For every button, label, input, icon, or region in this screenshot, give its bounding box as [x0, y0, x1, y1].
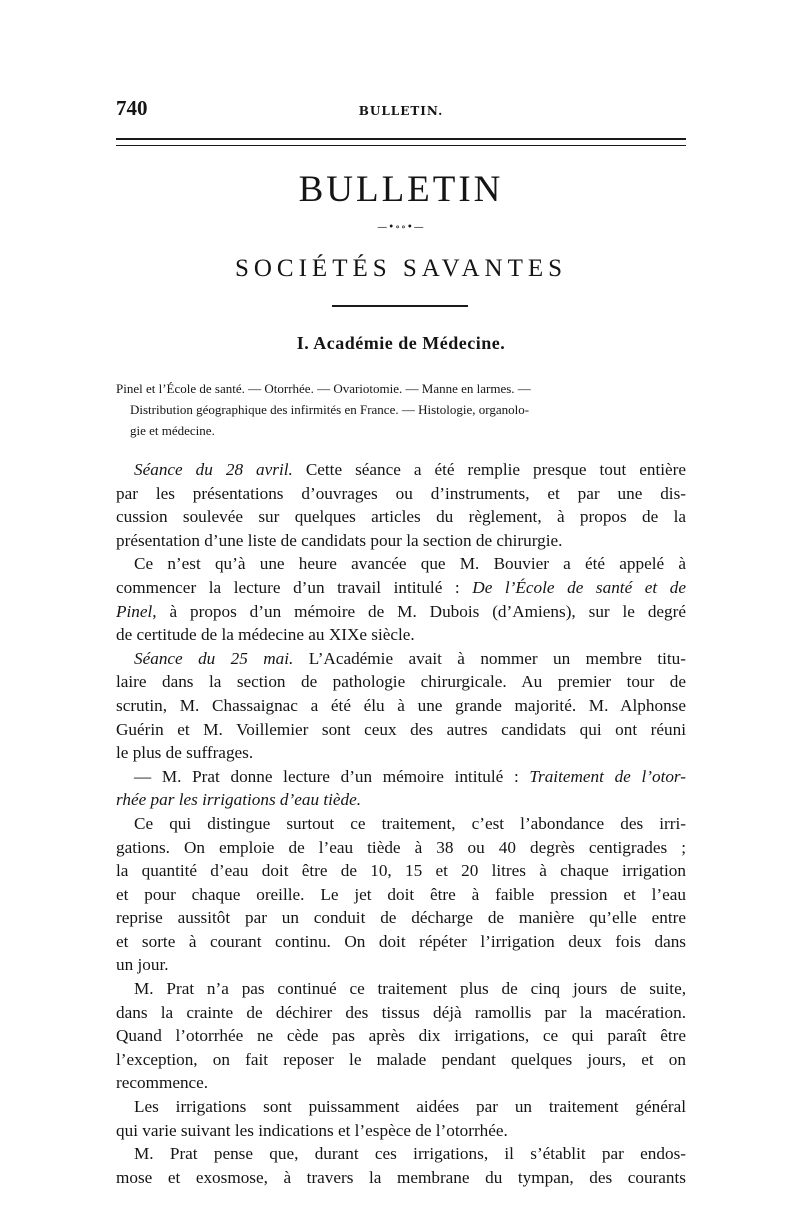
- summary: [116, 378, 686, 441]
- text-line: par les présentations d’ouvrages ou d’instruments, et par une dis-: [116, 483, 686, 503]
- text-line: dans la crainte de déchirer des tissus déjà ramollis par la macération.: [116, 1002, 686, 1022]
- section-rule: [332, 305, 468, 307]
- session-date: Séance du 25 mai.: [134, 648, 294, 668]
- text-line: Séance du 25 mai. L’Académie avait à nommer un membre titu-: [134, 648, 686, 668]
- summary-line: gie et médecine.: [130, 423, 215, 438]
- work-title: De l’École de santé et de: [472, 577, 686, 597]
- work-title: Traitement de l’otor-: [529, 766, 687, 786]
- text-line: reprise aussitôt par un conduit de décharge de manière qu’elle entre: [116, 908, 686, 928]
- text-line: M. Prat pense que, durant ces irrigations, il s’établit par endos-: [134, 1144, 686, 1164]
- text-line: [116, 788, 686, 812]
- section-heading: I. Académie de Médecine.: [296, 333, 506, 353]
- running-head: BULLETIN.: [358, 104, 444, 118]
- text-line: commencer la lecture d’un travail intitulé : De l’École de santé et de: [116, 577, 686, 597]
- text-line: le plus de suffrages.: [116, 743, 254, 763]
- text-line: mose et exosmose, à travers la membrane du tympan, des courants: [116, 1167, 686, 1187]
- text-line: la quantité d’eau doit être de 10, 15 et 20 litres à chaque irrigation: [116, 861, 686, 881]
- page-header: [116, 92, 686, 132]
- subtitle: SOCIÉTÉS SAVANTES: [234, 255, 568, 282]
- summary-line: Pinel et l’École de santé. — Otorrhée. — Ovariotomie. — Manne en larmes. —: [116, 381, 531, 396]
- ornament-divider: —•∘∘•—: [377, 222, 425, 233]
- text-line: Ce n’est qu’à une heure avancée que M. Bouvier a été appelé à: [134, 554, 686, 574]
- text-line: de certitude de la médecine au XIXe siècle.: [116, 625, 415, 645]
- text-line: Les irrigations sont puissamment aidées par un traitement général: [134, 1097, 686, 1117]
- text-line: laire dans la section de pathologie chirurgicale. Au premier tour de: [116, 672, 686, 692]
- text-line: Guérin et M. Voillemier sont ceux des autres candidats qui ont réuni: [116, 719, 686, 739]
- text-line: Quand l’otorrhée ne cède pas après dix irrigations, ce qui paraît être: [116, 1026, 686, 1046]
- text-line: — M. Prat donne lecture d’un mémoire intitulé : Traitement de l’otor-: [134, 766, 687, 786]
- header-rule: [116, 138, 686, 146]
- text-line: et pour chaque oreille. Le jet doit être à faible pression et l’eau: [116, 884, 686, 904]
- text-line: Ce qui distingue surtout ce traitement, c’est l’abondance des irri-: [134, 813, 686, 833]
- text-line: scrutin, M. Chassaignac a été élu à une grande majorité. M. Alphonse: [116, 695, 686, 715]
- text-line: Séance du 28 avril. Cette séance a été remplie presque tout entière: [134, 460, 686, 479]
- article-body: [116, 458, 686, 1189]
- text-line: l’exception, on fait reposer le malade pendant quelques jours, et on: [116, 1049, 686, 1069]
- summary-line: Distribution géographique des infirmités en France. — Histologie, organolo-: [130, 402, 530, 417]
- session-date: Séance du 28 avril.: [134, 460, 293, 479]
- text-line: présentation d’une liste de candidats pour la section de chirurgie.: [116, 530, 563, 550]
- bulletin-title: BULLETIN: [298, 169, 504, 210]
- text-line: gations. On emploie de l’eau tiède à 38 ou 40 degrès centigrades ;: [116, 837, 686, 857]
- work-title: rhée par les irrigations d’eau tiède.: [116, 790, 362, 810]
- text-line: Pinel, à propos d’un mémoire de M. Dubois (d’Amiens), sur le degré: [116, 601, 686, 621]
- text-line: recommence.: [116, 1073, 209, 1093]
- text-line: qui varie suivant les indications et l’espèce de l’otorrhée.: [116, 1120, 508, 1140]
- work-title: Pinel: [116, 601, 153, 621]
- text-line: et sorte à courant continu. On doit répéter l’irrigation deux fois dans: [116, 931, 686, 951]
- page-number: 740: [116, 96, 148, 120]
- text-line: un jour.: [116, 955, 169, 975]
- text-line: cussion soulevée sur quelques articles du règlement, à propos de la: [116, 507, 686, 527]
- text-line: M. Prat n’a pas continué ce traitement plus de cinq jours de suite,: [134, 979, 686, 999]
